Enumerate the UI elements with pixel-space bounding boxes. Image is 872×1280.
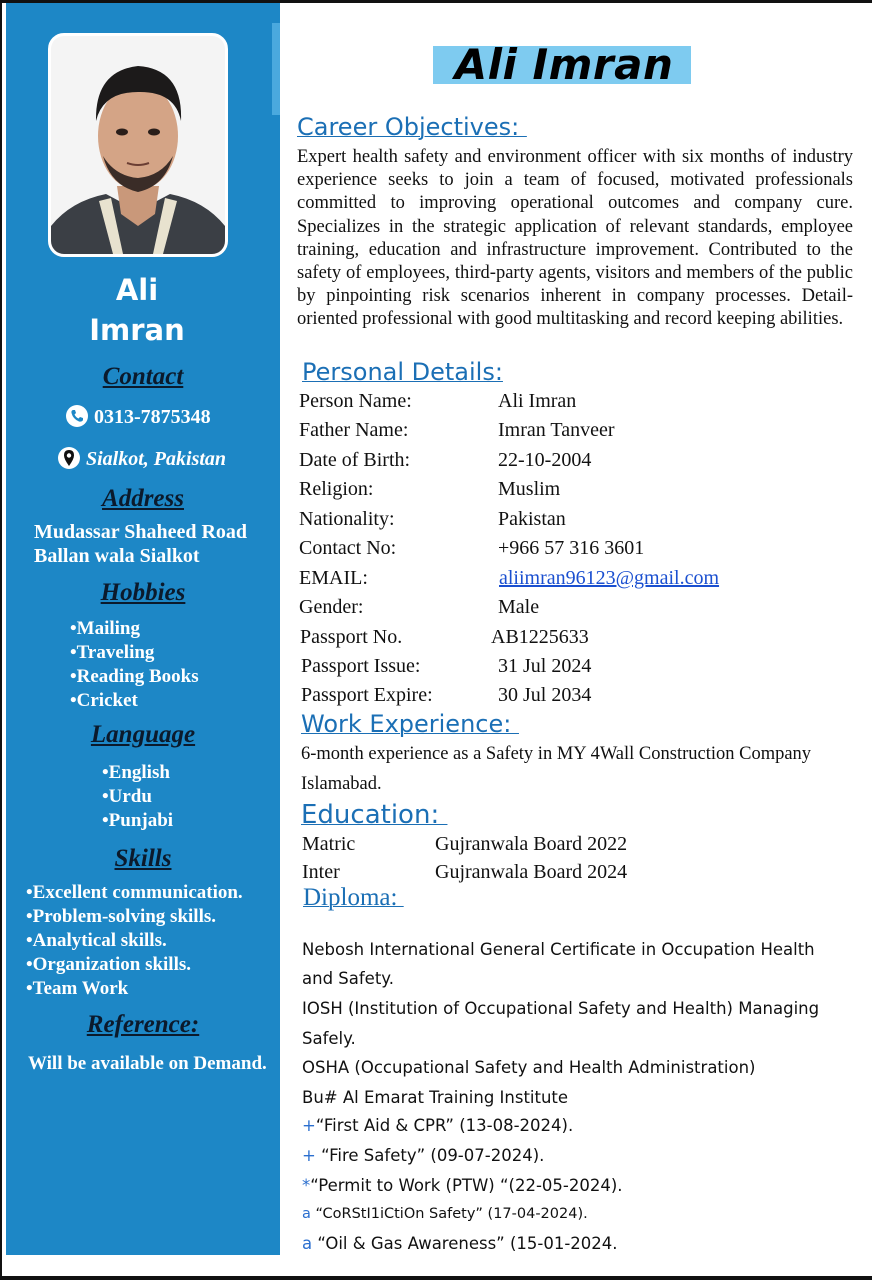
diploma-line (302, 1116, 573, 1135)
education-board: Gujranwala Board 2022 (435, 833, 628, 855)
diploma-text: OSHA (Occupational Safety and Health Administration) (302, 1058, 756, 1077)
skill-item: • Excellent communication. (26, 881, 243, 905)
personal-value: 22-10-2004 (498, 449, 592, 471)
personal-value: AB1225633 (491, 626, 589, 648)
diploma-line (302, 1206, 588, 1222)
diploma-line (302, 1176, 623, 1195)
skill-item: • Organization skills. (26, 953, 243, 977)
personal-label: Gender: (299, 596, 364, 618)
address-line-1: Mudassar Shaheed Road (34, 521, 248, 543)
contact-location-row (58, 447, 226, 471)
language-item: • Punjabi (102, 809, 173, 833)
diploma-text: “Fire Safety” (09-07-2024). (315, 1146, 545, 1165)
address-line-2: Ballan wala Sialkot (34, 545, 200, 567)
hobbies-list (70, 617, 199, 713)
personal-label: Passport Expire: (301, 684, 433, 706)
reference-text: Will be available on Demand. (28, 1053, 267, 1074)
skill-item: • Team Work (26, 977, 243, 1001)
hobby-item: • Reading Books (70, 665, 199, 689)
contact-phone: 0313-7875348 (94, 406, 211, 428)
diploma-text: Nebosh International General Certificate in Occupation Health (302, 940, 815, 959)
diploma-line (302, 969, 394, 988)
personal-heading: Personal Details: (302, 358, 503, 386)
sidebar-last-name: Imran (89, 313, 185, 347)
resume-title: Ali Imran (454, 40, 674, 89)
diploma-text: IOSH (Institution of Occupational Safety and Health) Managing (302, 999, 820, 1018)
language-heading: Language (90, 721, 196, 748)
skill-item: • Problem-solving skills. (26, 905, 243, 929)
contact-location: Sialkot, Pakistan (86, 448, 227, 470)
work-line-1: 6-month experience as a Safety in MY 4Wall Construction Company (301, 744, 812, 764)
personal-label: Passport Issue: (301, 655, 421, 677)
skills-heading: Skills (114, 845, 172, 872)
diploma-text: Bu# Al Emarat Training Institute (302, 1088, 569, 1107)
career-heading: Career Objectives: (297, 113, 527, 141)
personal-value: 30 Jul 2034 (498, 684, 592, 706)
diploma-marker: a (302, 1206, 311, 1222)
diploma-text: “Oil & Gas Awareness” (15-01-2024. (312, 1234, 618, 1253)
personal-value: Pakistan (498, 508, 566, 530)
language-item: • Urdu (102, 785, 173, 809)
education-level: Matric (302, 833, 356, 855)
personal-label: Religion: (299, 478, 374, 500)
diploma-marker: * (302, 1176, 311, 1195)
sidebar-accent (272, 23, 280, 115)
diploma-line (302, 1088, 568, 1107)
hobby-item: • Mailing (70, 617, 199, 641)
diploma-line (302, 999, 819, 1018)
diploma-line (302, 1058, 755, 1077)
personal-value: Imran Tanveer (498, 419, 615, 441)
diploma-text: Safely. (302, 1029, 356, 1048)
diploma-text: and Safety. (302, 969, 394, 988)
sidebar-first-name: Ali (115, 273, 159, 307)
diploma-line (302, 1234, 618, 1253)
email-link[interactable]: aliimran96123@gmail.com (499, 567, 720, 589)
personal-label: Person Name: (299, 390, 412, 412)
hobby-item: • Traveling (70, 641, 199, 665)
personal-label: Nationality: (299, 508, 395, 530)
reference-heading: Reference: (86, 1011, 200, 1038)
hobbies-heading: Hobbies (100, 579, 186, 606)
address-heading: Address (102, 485, 184, 512)
diploma-text: “Permit to Work (PTW) “(22-05-2024). (310, 1176, 623, 1195)
language-list (102, 761, 173, 833)
personal-value: +966 57 316 3601 (498, 537, 645, 559)
skills-list (26, 881, 243, 1001)
personal-value: Ali Imran (498, 390, 577, 412)
diploma-marker: a (302, 1234, 313, 1253)
personal-label: Father Name: (299, 419, 409, 441)
diploma-text: “CoRStI1iCtiOn Safety” (17-04-2024). (310, 1206, 588, 1222)
diploma-heading: Diploma: (303, 884, 404, 911)
personal-value: Muslim (498, 478, 561, 500)
education-heading: Education: (301, 800, 448, 830)
diploma-marker: + (302, 1146, 316, 1165)
hobby-item: • Cricket (70, 689, 199, 713)
personal-label: Passport No. (300, 626, 403, 648)
portrait-illustration (51, 36, 225, 254)
personal-label: Date of Birth: (299, 449, 411, 471)
contact-heading: Contact (102, 363, 184, 390)
location-pin-icon (58, 447, 80, 469)
sidebar (6, 3, 280, 1255)
personal-value: Male (498, 596, 540, 618)
personal-label: EMAIL: (299, 567, 368, 589)
skill-item: • Analytical skills. (26, 929, 243, 953)
language-item: • English (102, 761, 173, 785)
diploma-line (302, 940, 815, 959)
education-level: Inter (302, 861, 340, 883)
personal-label: Contact No: (299, 537, 397, 559)
contact-phone-row (66, 405, 211, 429)
diploma-line (302, 1029, 356, 1048)
phone-icon (66, 405, 88, 427)
diploma-line (302, 1146, 544, 1165)
profile-photo (48, 33, 228, 257)
diploma-text: “First Aid & CPR” (13-08-2024). (315, 1116, 574, 1135)
personal-value: 31 Jul 2024 (498, 655, 592, 677)
career-paragraph: Expert health safety and environment officer with six months of industry experience seeks to join a team of focused, motivated professionals committed to improving operational outcomes and company cure. Specializes in the strategic application of relevant standards, employee training, education and infrastructure improvement. Contributed to the safety of employees, third-party agents, visitors and members of the public by pinpointing risk scenarios inherent in company processes. Detail-oriented professional with good multitasking and record keeping abilities. (297, 147, 853, 330)
work-heading: Work Experience: (301, 710, 519, 738)
diploma-marker: + (302, 1116, 316, 1135)
education-board: Gujranwala Board 2024 (435, 861, 628, 883)
work-line-2: Islamabad. (301, 774, 382, 794)
